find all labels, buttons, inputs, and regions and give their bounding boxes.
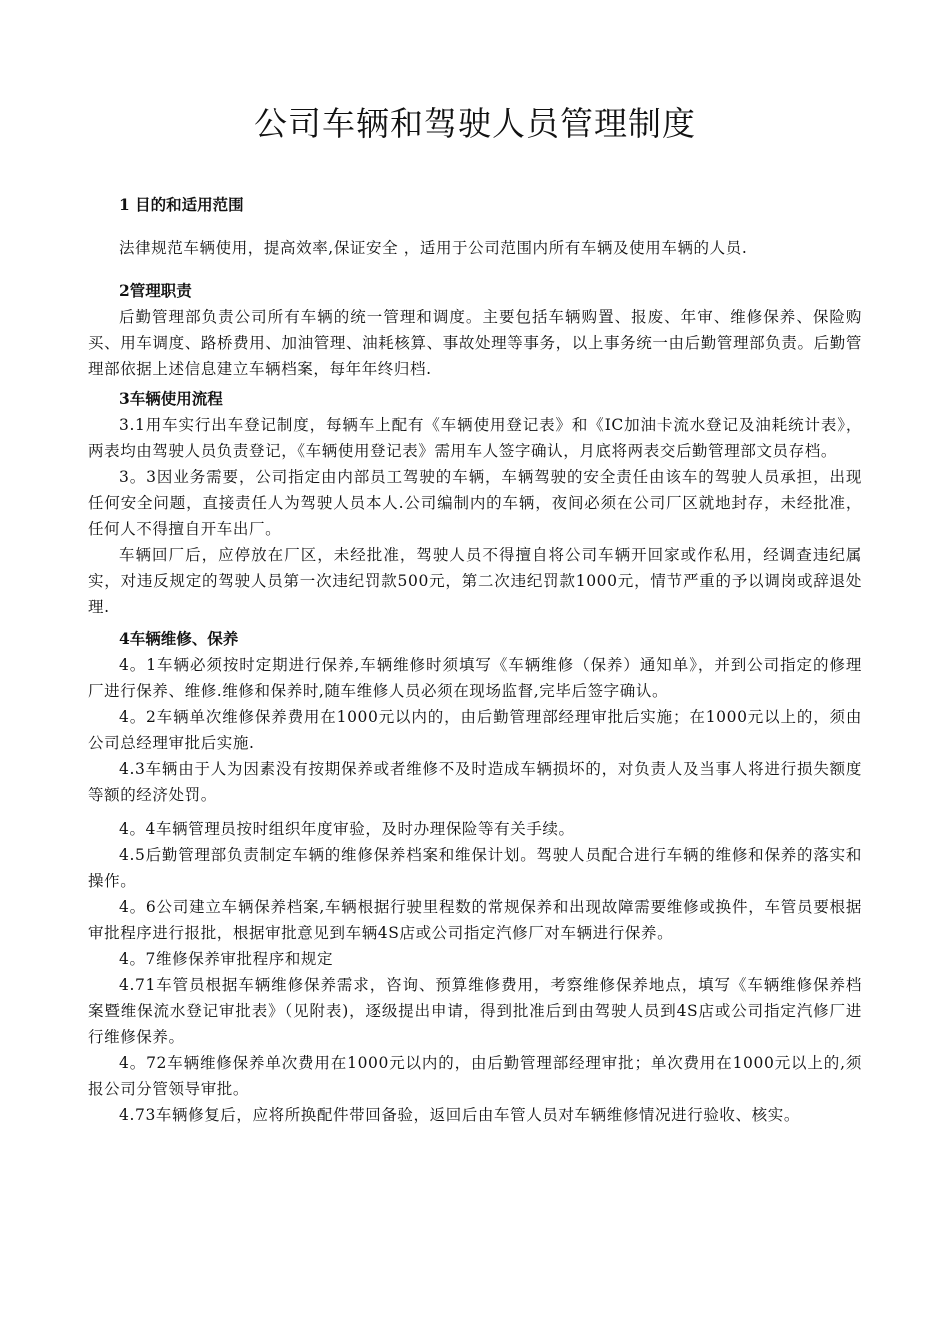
paragraph: 4。4车辆管理员按时组织年度审验，及时办理保险等有关手续。	[119, 820, 575, 838]
paragraph: 4。7维修保养审批程序和规定	[119, 950, 334, 968]
paragraph: 3.1用车实行出车登记制度，每辆车上配有《车辆使用登记表》和《IC加油卡流水登记及油耗统计表》，两表均由驾驶人员负责登记，《车辆使用登记表》需用车人签字确认，月底将两表交后勤管理部文员存档。	[88, 416, 862, 460]
paragraph: 3。3因业务需要，公司指定由内部员工驾驶的车辆，车辆驾驶的安全责任由该车的驾驶人员承担，出现任何安全问题，直接责任人为驾驶人员本人.公司编制内的车辆，夜间必须在公司厂区就地封存，未经批准，任何人不得擅自开车出厂。	[88, 468, 862, 538]
paragraph: 4。2车辆单次维修保养费用在1000元以内的，由后勤管理部经理审批后实施；在1000元以上的，须由公司总经理审批后实施.	[88, 708, 862, 752]
paragraph: 4.73车辆修复后，应将所换配件带回备验，返回后由车管人员对车辆维修情况进行验收、核实。	[119, 1106, 800, 1124]
paragraph: 4。72车辆维修保养单次费用在1000元以内的，由后勤管理部经理审批；单次费用在1000元以上的,须报公司分管领导审批。	[88, 1054, 862, 1098]
section-heading: 4车辆维修、保养	[119, 629, 239, 648]
section-heading: 2管理职责	[119, 281, 192, 300]
section-vehicle-usage	[88, 386, 862, 620]
section-heading: 3车辆使用流程	[119, 389, 223, 408]
section-purpose-scope	[88, 192, 862, 266]
section-heading: 1 目的和适用范围	[119, 195, 244, 214]
paragraph: 4.3车辆由于人为因素没有按期保养或者维修不及时造成车辆损坏的，对负责人及当事人将进行损失额度等额的经济处罚。	[88, 760, 862, 804]
section-maintenance	[88, 626, 862, 1128]
paragraph: 法律规范车辆使用，提高效率,保证安全 ，适用于公司范围内所有车辆及使用车辆的人员.	[119, 239, 748, 257]
paragraph: 车辆回厂后，应停放在厂区，未经批准，驾驶人员不得擅自将公司车辆开回家或作私用，经调查违纪属实，对违反规定的驾驶人员第一次违纪罚款500元，第二次违纪罚款1000元，情节严重的予以调岗或辞退处理.	[88, 546, 862, 616]
paragraph: 4.5后勤管理部负责制定车辆的维修保养档案和维保计划。驾驶人员配合进行车辆的维修和保养的落实和操作。	[88, 846, 862, 890]
paragraph: 4。1车辆必须按时定期进行保养,车辆维修时须填写《车辆维修（保养）通知单》，并到公司指定的修理厂进行保养、维修.维修和保养时,随车维修人员必须在现场监督,完毕后签字确认。	[88, 656, 862, 700]
document-title: 公司车辆和驾驶人员管理制度	[254, 104, 696, 143]
paragraph: 后勤管理部负责公司所有车辆的统一管理和调度。主要包括车辆购置、报废、年审、维修保养、保险购买、用车调度、路桥费用、加油管理、油耗核算、事故处理等事务，以上事务统一由后勤管理部负责。后勤管理部依据上述信息建立车辆档案，每年年终归档.	[88, 308, 862, 378]
section-responsibilities	[88, 278, 862, 382]
paragraph: 4.71车管员根据车辆维修保养需求，咨询、预算维修费用，考察维修保养地点，填写《车辆维修保养档案暨维保流水登记审批表》（见附表)，逐级提出申请，得到批准后到由驾驶人员到4S店或公司指定汽修厂进行维修保养。	[88, 976, 862, 1046]
paragraph: 4。6公司建立车辆保养档案,车辆根据行驶里程数的常规保养和出现故障需要维修或换件，车管员要根据审批程序进行报批，根据审批意见到车辆4S店或公司指定汽修厂对车辆进行保养。	[88, 898, 862, 942]
